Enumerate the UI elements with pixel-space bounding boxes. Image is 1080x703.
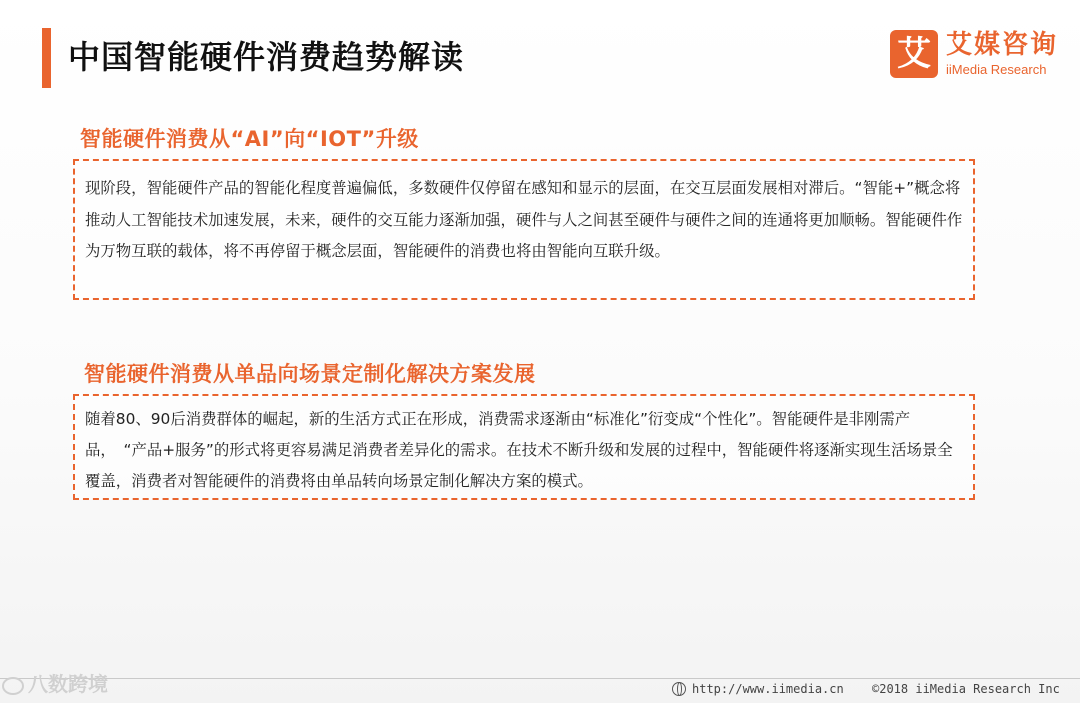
title-accent-bar: [42, 28, 51, 88]
page-title: 中国智能硬件消费趋势解读: [68, 38, 465, 76]
footer-url[interactable]: http://www.iimedia.cn: [692, 682, 844, 696]
section-heading-scenario: 智能硬件消费从单品向场景定制化解决方案发展: [84, 362, 536, 386]
watermark: [2, 668, 108, 697]
logo-name-en: iiMedia Research: [946, 62, 1047, 77]
logo-mark-icon: 艾: [890, 30, 938, 78]
section-box-ai-iot: [73, 159, 975, 300]
section-heading-ai-iot: 智能硬件消费从“AI”向“IOT”升级: [80, 127, 419, 151]
section-body-ai-iot: 现阶段，智能硬件产品的智能化程度普遍偏低，多数硬件仅停留在感知和显示的层面，在交互层面发展相对滞后。“智能+”概念将推动人工智能技术加速发展，未来，硬件的交互能力逐渐加强，硬件与人之间甚至硬件与硬件之间的连通将更加顺畅。智能硬件作为万物互联的载体，将不再停留于概念层面，智能硬件的消费也将由智能向互联升级。: [85, 179, 963, 260]
section-box-scenario: [73, 394, 975, 500]
iimedia-logo: [890, 30, 1066, 86]
logo-name-cn: 艾媒咨询: [946, 30, 1059, 60]
section-body-scenario: 随着80、90后消费群体的崛起，新的生活方式正在形成，消费需求逐渐由“标准化”衍变成“个性化”。智能硬件是非刚需产品， “产品+服务”的形式将更容易满足消费者差异化的需求。在技术不断升级和发展的过程中，智能硬件将逐渐实现生活场景全覆盖，消费者对智能硬件的消费将由单品转向场景定制化解决方案的模式。: [85, 410, 953, 490]
globe-icon: [672, 682, 686, 696]
watermark-text: 八数跨境: [28, 672, 108, 696]
wechat-logo-icon: [2, 677, 24, 695]
footer-divider: [0, 678, 1080, 679]
footer-copyright: ©2018 iiMedia Research Inc: [872, 682, 1060, 696]
